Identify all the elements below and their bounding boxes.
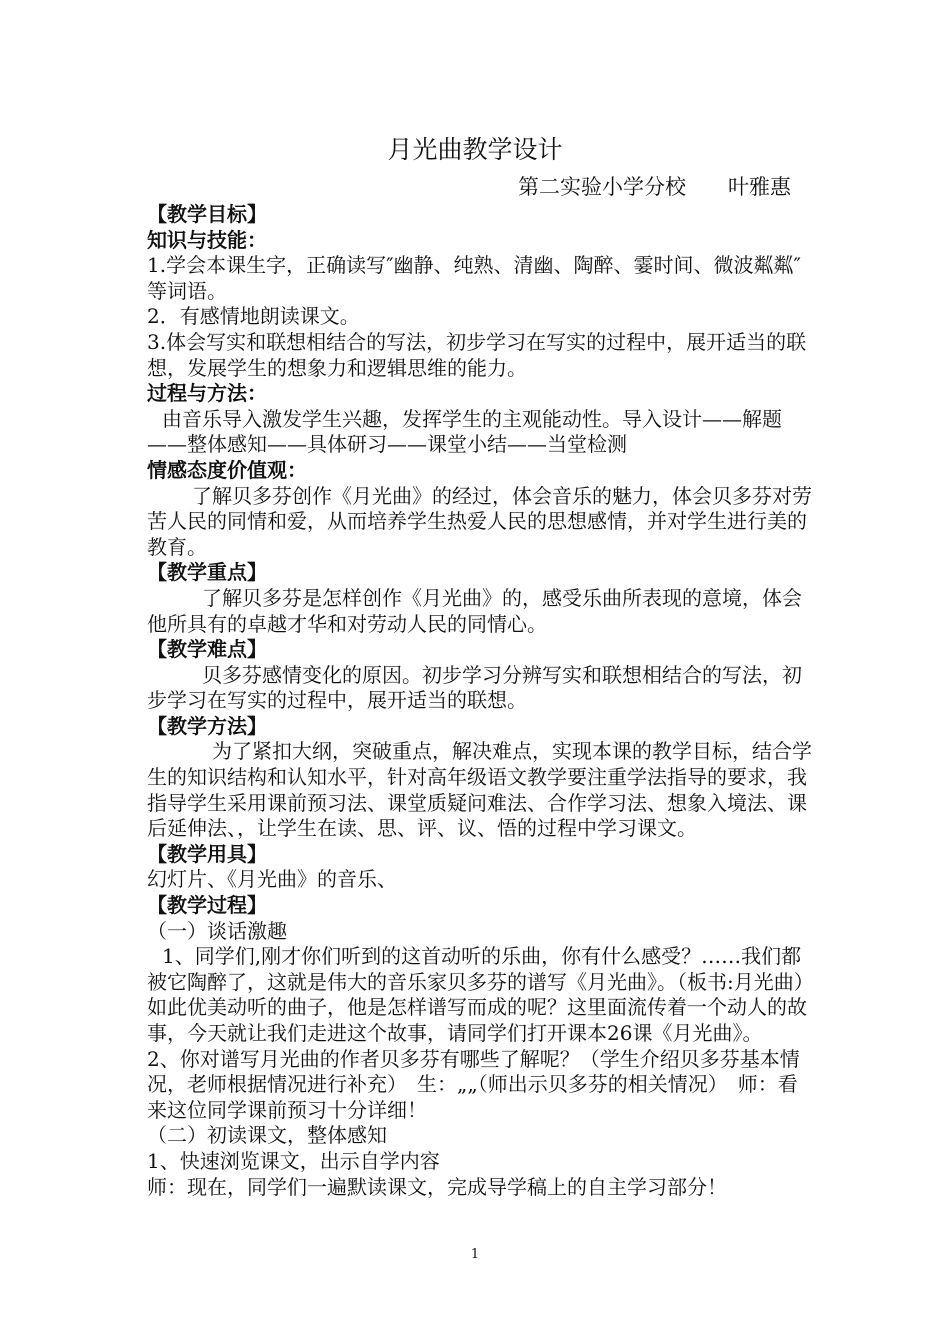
- section-heading: 【教学用具】: [147, 841, 267, 866]
- section-heading: 情感态度价值观：: [147, 457, 307, 482]
- document-body: [147, 202, 812, 1200]
- body-paragraph: 1、快速浏览课文，出示自学内容: [147, 1148, 440, 1173]
- page-number: 1: [470, 1247, 480, 1262]
- body-paragraph: 为了紧扣大纲，突破重点，解决难点，实现本课的教学目标，结合学生的知识结构和认知水平，针对高年级语文教学要注重学法指导的要求，我指导学生采用课前预习法、课堂质疑问难法、合作学习法、想象入境法、课后延伸法、，让学生在读、思、评、议、悟的过程中学习课文。: [147, 739, 812, 841]
- body-paragraph: 贝多芬感情变化的原因。初步学习分辨写实和联想相结合的写法，初步学习在写实的过程中，展开适当的联想。: [147, 662, 802, 713]
- section-heading: 知识与技能：: [147, 227, 267, 252]
- body-paragraph: 3.体会写实和联想相结合的写法，初步学习在写实的过程中，展开适当的联想，发展学生的想象力和逻辑思维的能力。: [147, 329, 807, 380]
- section-heading: 【教学过程】: [147, 893, 267, 918]
- section-heading: 【教学重点】: [147, 560, 267, 585]
- body-paragraph: 2、你对谱写月光曲的作者贝多芬有哪些了解呢？（学生介绍贝多芬基本情况，老师根据情况进行补充） 生：„„（师出示贝多芬的相关情况） 师：看来这位同学课前预习十分详细！: [147, 1046, 800, 1122]
- document-title: 月光曲教学设计: [387, 135, 563, 164]
- section-heading: 【教学方法】: [147, 713, 267, 738]
- body-paragraph: 1、同学们,刚才你们听到的这首动听的乐曲，你有什么感受？……我们都被它陶醉了，这就是伟大的音乐家贝多芬的谱写《月光曲》。（板书:月光曲）如此优美动听的曲子，他是怎样谱写而成的呢？这里面流传着一个动人的故事，今天就让我们走进这个故事，请同学们打开课本26课《月光曲》。: [147, 944, 807, 1045]
- body-paragraph: 1.学会本课生字，正确读写″幽静、纯熟、清幽、陶醉、霎时间、微波粼粼″等词语。: [147, 253, 802, 303]
- body-paragraph: （二）初读课文，整体感知: [147, 1123, 387, 1148]
- section-heading: 【教学难点】: [147, 637, 267, 662]
- body-paragraph: （一）谈话激趣: [147, 918, 287, 943]
- section-heading: 过程与方法：: [147, 381, 267, 406]
- body-paragraph: 幻灯片、《月光曲》的音乐、: [147, 867, 397, 892]
- body-paragraph: 由音乐导入激发学生兴趣，发挥学生的主观能动性。导入设计——解题——整体感知——具体研习——课堂小结——当堂检测: [147, 406, 782, 457]
- author-line: [518, 174, 791, 200]
- body-paragraph: 了解贝多芬创作《月光曲》的经过，体会音乐的魅力，体会贝多芬对劳苦人民的同情和爱，从而培养学生热爱人民的思想感情，并对学生进行美的教育。: [147, 483, 812, 559]
- author-name: 叶雅惠: [728, 175, 791, 199]
- author-school: 第二实验小学分校: [518, 175, 686, 199]
- body-paragraph: 2．有感情地朗读课文。: [147, 304, 360, 329]
- body-paragraph: 师：现在，同学们一遍默读课文，完成导学稿上的自主学习部分！: [147, 1174, 727, 1199]
- body-paragraph: 了解贝多芬是怎样创作《月光曲》的，感受乐曲所表现的意境，体会他所具有的卓越才华和对劳动人民的同情心。: [147, 585, 802, 636]
- section-heading: 【教学目标】: [147, 202, 267, 226]
